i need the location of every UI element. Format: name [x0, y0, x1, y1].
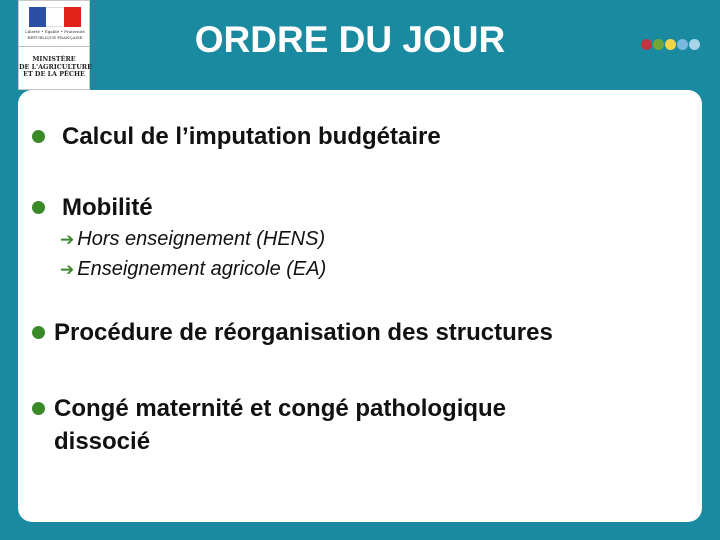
- dot-icon: [653, 39, 664, 50]
- dot-icon: [689, 39, 700, 50]
- dot-icon: [677, 39, 688, 50]
- agenda-item: Mobilité: [62, 194, 153, 221]
- logo-motto: Liberté • Égalité • Fraternité: [25, 29, 85, 34]
- bullet-icon: [32, 326, 45, 339]
- ministry-line: MINISTÈRE: [32, 55, 76, 63]
- agenda-item-continuation: dissocié: [54, 428, 151, 455]
- logo-republic: RÉPUBLIQUE FRANÇAISE: [27, 35, 83, 40]
- content-panel: [18, 90, 702, 522]
- subitem-label: Enseignement agricole (EA): [77, 258, 327, 280]
- logo-ministry: [19, 55, 92, 79]
- agenda-item: Calcul de l’imputation budgétaire: [62, 123, 441, 150]
- agenda-subitem: [60, 257, 326, 282]
- dot-icon: [641, 39, 652, 50]
- ministry-logo: [18, 0, 90, 90]
- ministry-line: ET DE LA PÊCHE: [23, 70, 85, 78]
- agenda-item: Congé maternité et congé pathologique: [54, 395, 507, 422]
- bullet-icon: [32, 130, 45, 143]
- dot-icon: [665, 39, 676, 50]
- logo-divider: [19, 46, 89, 47]
- bullet-icon: [32, 402, 45, 415]
- subitem-label: Hors enseignement (HENS): [77, 228, 326, 250]
- bullet-icon: [32, 201, 45, 214]
- agenda-item: Procédure de réorganisation des structures: [54, 319, 553, 346]
- agenda-subitem: [60, 227, 325, 252]
- arrow-right-icon: ➔: [60, 230, 75, 249]
- french-flag-icon: [29, 7, 81, 27]
- slide-title: ORDRE DU JOUR: [194, 19, 506, 60]
- ministry-line: DE L'AGRICULTURE: [19, 62, 92, 71]
- arrow-right-icon: ➔: [60, 260, 75, 279]
